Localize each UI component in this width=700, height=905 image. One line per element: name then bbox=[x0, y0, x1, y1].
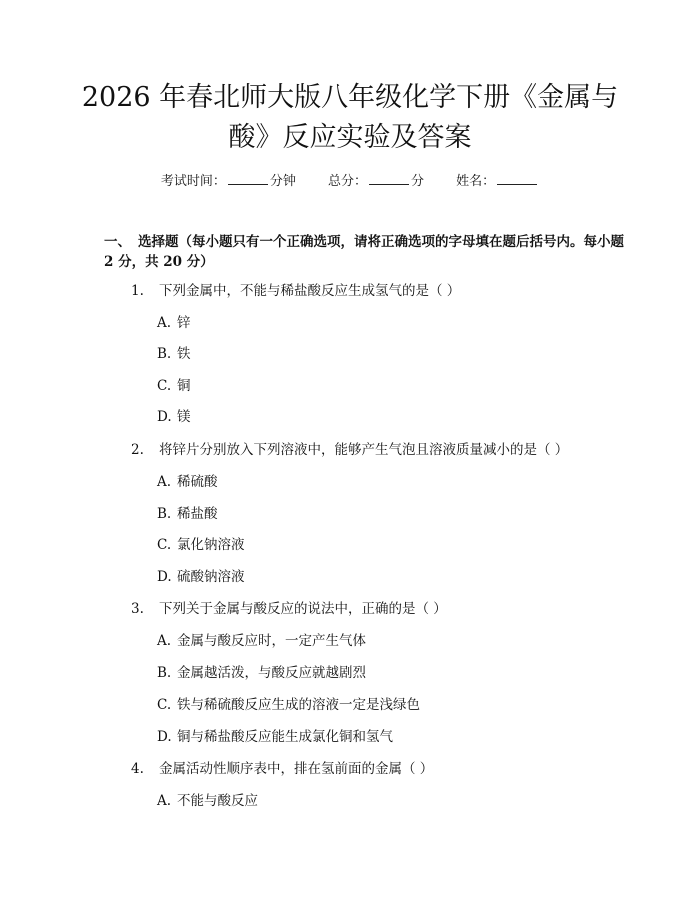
section-instructions: 选择题（每小题只有一个正确选项，请将正确选项的字母填在题后括号内。每小题 2 分，共 20 分） bbox=[104, 234, 624, 270]
title-line-1: 2026 年春北师大版八年级化学下册《金属与 bbox=[81, 82, 619, 113]
question-1 bbox=[131, 282, 460, 300]
option-letter: C. bbox=[157, 697, 172, 713]
question-number: 1. bbox=[131, 283, 144, 299]
option-letter: D. bbox=[157, 569, 172, 585]
option-text: 稀硫酸 bbox=[177, 474, 218, 490]
question-number: 3. bbox=[131, 601, 144, 617]
option-text: 金属越活泼，与酸反应就越剧烈 bbox=[177, 665, 366, 681]
option-letter: D. bbox=[157, 409, 172, 425]
option-3a bbox=[157, 632, 366, 650]
option-letter: A. bbox=[157, 474, 172, 490]
option-text: 铜 bbox=[177, 378, 191, 394]
document-title bbox=[60, 78, 640, 158]
question-text: 金属活动性顺序表中，排在氢前面的金属（ ） bbox=[159, 761, 434, 777]
option-letter: B. bbox=[157, 506, 172, 522]
option-1a bbox=[157, 314, 191, 332]
question-text: 将锌片分别放入下列溶液中，能够产生气泡且溶液质量减小的是（ ） bbox=[159, 442, 569, 458]
option-1d bbox=[157, 408, 191, 426]
option-1b bbox=[157, 345, 191, 363]
exam-time-label: 考试时间： bbox=[160, 174, 226, 189]
option-text: 硫酸钠溶液 bbox=[177, 569, 245, 585]
option-letter: D. bbox=[157, 729, 172, 745]
option-letter: C. bbox=[157, 378, 172, 394]
exam-info-line bbox=[0, 170, 700, 191]
option-letter: A. bbox=[157, 315, 172, 331]
total-score-label: 总分： bbox=[327, 174, 367, 189]
question-4 bbox=[131, 760, 433, 778]
student-name bbox=[456, 170, 539, 191]
exam-time-blank bbox=[228, 170, 268, 185]
option-2c bbox=[157, 536, 245, 554]
option-3b bbox=[157, 664, 366, 682]
option-letter: A. bbox=[157, 793, 172, 809]
option-3c bbox=[157, 696, 420, 714]
option-4a bbox=[157, 792, 258, 810]
section-number: 一、 bbox=[104, 234, 131, 250]
exam-time-unit: 分钟 bbox=[269, 174, 296, 189]
option-letter: B. bbox=[157, 665, 172, 681]
student-name-label: 姓名： bbox=[456, 174, 496, 189]
question-number: 4. bbox=[131, 761, 144, 777]
section-heading bbox=[104, 232, 624, 272]
option-text: 稀盐酸 bbox=[177, 506, 218, 522]
option-letter: C. bbox=[157, 537, 172, 553]
option-text: 镁 bbox=[177, 409, 191, 425]
option-text: 铁与稀硫酸反应生成的溶液一定是浅绿色 bbox=[177, 697, 420, 713]
option-2b bbox=[157, 505, 218, 523]
option-1c bbox=[157, 377, 191, 395]
option-2a bbox=[157, 473, 218, 491]
option-text: 不能与酸反应 bbox=[177, 793, 258, 809]
question-text: 下列关于金属与酸反应的说法中，正确的是（ ） bbox=[159, 601, 447, 617]
total-score-unit: 分 bbox=[411, 174, 425, 189]
exam-time bbox=[161, 170, 296, 191]
student-name-blank bbox=[497, 170, 537, 185]
option-text: 锌 bbox=[177, 315, 191, 331]
option-letter: B. bbox=[157, 346, 172, 362]
option-text: 金属与酸反应时，一定产生气体 bbox=[177, 633, 366, 649]
option-text: 铁 bbox=[177, 346, 191, 362]
option-text: 铜与稀盐酸反应能生成氯化铜和氢气 bbox=[177, 729, 393, 745]
question-3 bbox=[131, 600, 447, 618]
question-number: 2. bbox=[131, 442, 144, 458]
total-score bbox=[328, 170, 424, 191]
question-text: 下列金属中，不能与稀盐酸反应生成氢气的是（ ） bbox=[159, 283, 461, 299]
option-3d bbox=[157, 728, 393, 746]
question-2 bbox=[131, 441, 568, 459]
option-2d bbox=[157, 568, 245, 586]
title-line-2: 酸》反应实验及答案 bbox=[228, 122, 472, 153]
option-text: 氯化钠溶液 bbox=[177, 537, 245, 553]
option-letter: A. bbox=[157, 633, 172, 649]
total-score-blank bbox=[369, 170, 409, 185]
